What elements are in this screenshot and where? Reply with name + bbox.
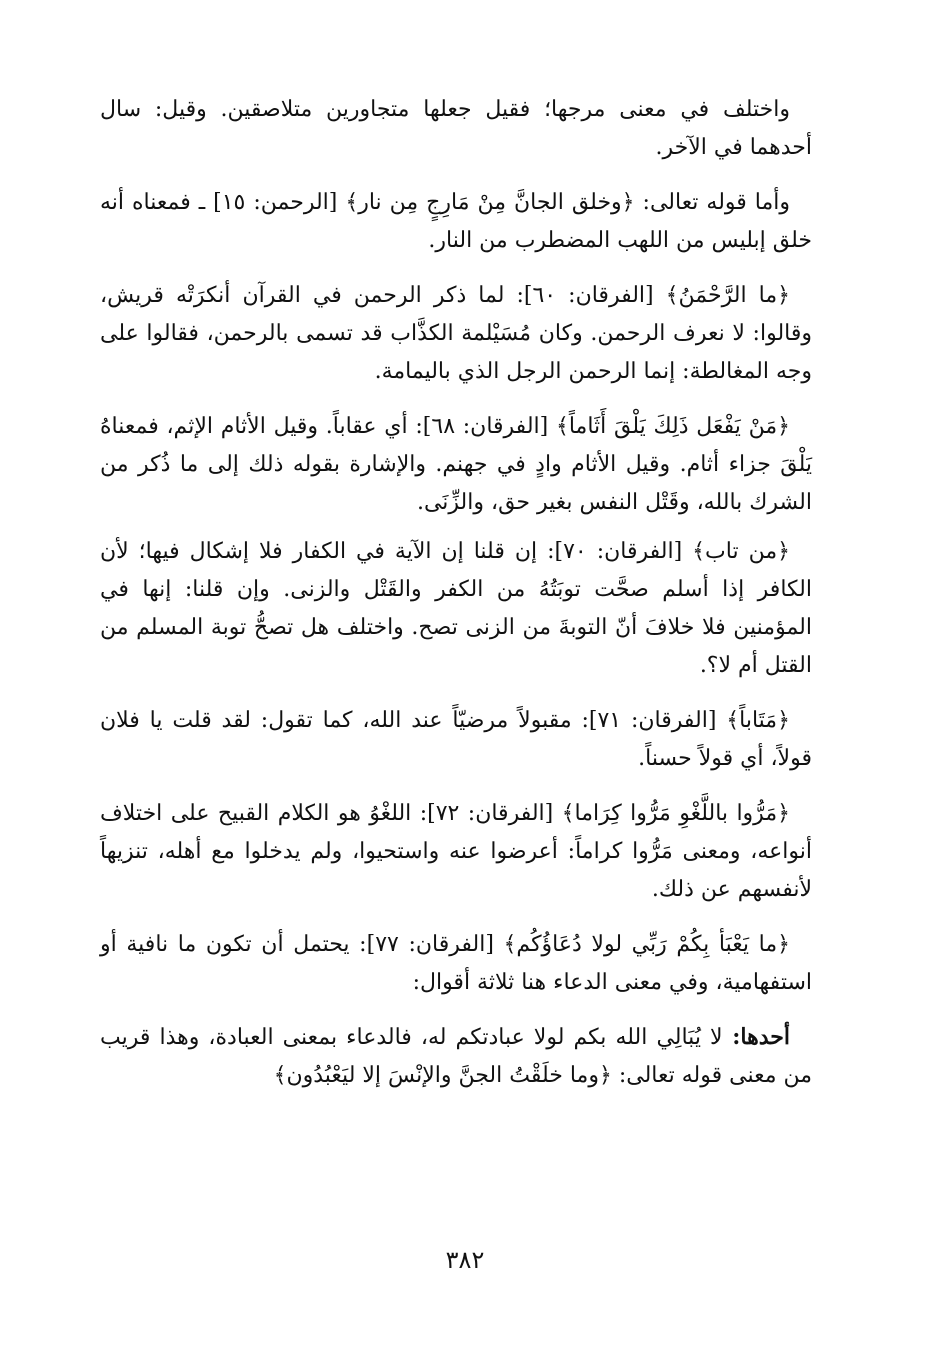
paragraph-text: ﴿مَرُّوا باللَّغْوِ مَرُّوا كِرَاما﴾ [الفرقان: ٧٢]: اللغْوُ هو الكلام القبيح على اختلاف أنواعه، ومعنى مَرُّوا كراماً: أعرضوا عنه واستحيوا، ولم يدخلوا مع أهله، تنزيهاً لأنفسهم عن ذلك. — [100, 801, 812, 902]
paragraph-text: لا يُبَالِي الله بكم لولا عبادتكم له، فالدعاء بمعنى العبادة، وهذا قريب من معنى قوله تعالى: ﴿وما خلَقْتُ الجنَّ والإنْسَ إلا ليَعْبُدُون﴾ — [100, 1025, 812, 1088]
paragraph-text: ﴿مَنْ يَفْعَل ذَلِكَ يَلْقَ أَثَاماً﴾ [الفرقان: ٦٨]: أي عقاباً. وقيل الأثام الإثم، فمعناهُ يَلْقَ جزاء أثام. وقيل الأثام وادٍ في جهنم. والإشارة بقوله ذلك إلى ما ذُكر من الشرك بالله، وقَتْل النفس بغير حق، والزِّنَى. — [100, 414, 812, 515]
paragraph-8 — [100, 925, 812, 1002]
paragraph-3 — [100, 276, 812, 391]
paragraph-4 — [100, 407, 812, 522]
paragraph-6 — [100, 701, 812, 778]
paragraph-2 — [100, 183, 812, 260]
paragraph-7 — [100, 794, 812, 909]
paragraph-9 — [100, 1018, 812, 1095]
paragraph-text: ﴿ما يَعْبَأ بِكُمْ رَبِّي لولا دُعَاؤُكُم﴾ [الفرقان: ٧٧]: يحتمل أن تكون ما نافية أو استفهامية، وفي معنى الدعاء هنا ثلاثة أقوال: — [100, 932, 812, 995]
paragraph-text: وأما قوله تعالى: ﴿وخلق الجانَّ مِنْ مَارِجٍ مِن نار﴾ [الرحمن: ١٥] ـ فمعناه أنه خلق إبليس من اللهب المضطرب من النار. — [100, 190, 812, 253]
paragraph-lead: أحدها: — [722, 1024, 790, 1050]
page-number: ٣٨٢ — [445, 1246, 485, 1274]
paragraph-text: واختلف في معنى مرجها؛ فقيل جعلها متجاورين متلاصقين. وقيل: سال أحدهما في الآخر. — [100, 97, 812, 160]
page-body — [100, 90, 812, 1111]
paragraph-text: ﴿ما الرَّحْمَنُ﴾ [الفرقان: ٦٠]: لما ذكر الرحمن في القرآن أنكرَتْه قريش، وقالوا: لا نعرف الرحمن. وكان مُسَيْلمة الكذَّاب قد تسمى بالرحمن، فقالوا على وجه المغالطة: إنما الرحمن الرجل الذي باليمامة. — [100, 283, 812, 384]
paragraph-text: ﴿من تاب﴾ [الفرقان: ٧٠]: إن قلنا إن الآية في الكفار فلا إشكال فيها؛ لأن الكافر إذا أسلم صحَّت توبَتُهُ من الكفر والقَتْل والزنى. وإن قلنا: إنها في المؤمنين فلا خلافَ أنّ التوبةَ من الزنى تصح. واختلف هل تصحُّ توبة المسلم من القتل أم لا؟. — [100, 539, 812, 678]
paragraph-text: ﴿مَتَاباً﴾ [الفرقان: ٧١]: مقبولاً مرضيّاً عند الله، كما تقول: لقد قلت يا فلان قولاً، أي قولاً حسناً. — [100, 708, 812, 771]
paragraph-1 — [100, 90, 812, 167]
paragraph-5 — [100, 532, 812, 685]
